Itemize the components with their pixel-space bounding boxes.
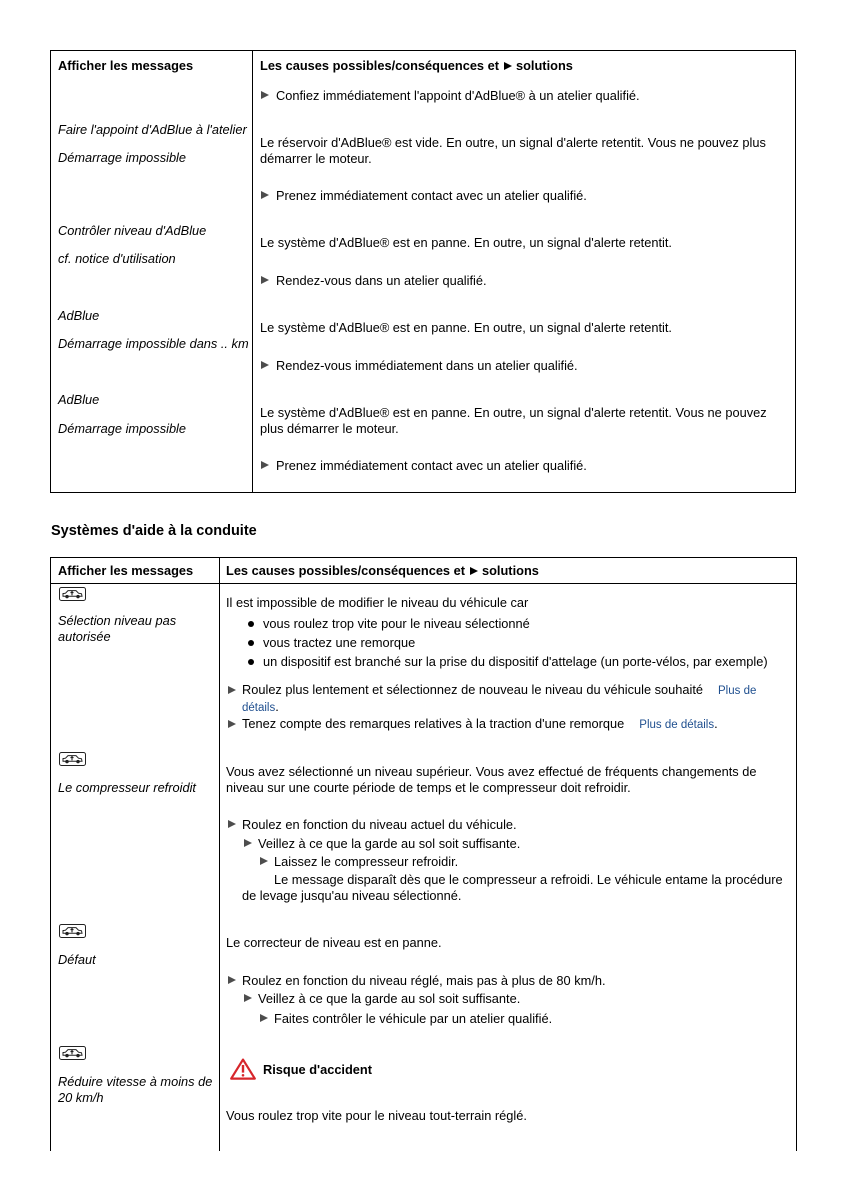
- header-causes-text: Les causes possibles/conséquences et: [260, 58, 499, 73]
- cause-bullet: vous roulez trop vite pour le niveau sélectionné: [263, 616, 530, 631]
- message-action: Prenez immédiatement contact avec un atelier qualifié.: [276, 458, 587, 473]
- arrow-icon: [228, 976, 236, 984]
- table2-header-causes: [226, 563, 539, 579]
- header-solutions-text: solutions: [482, 563, 539, 578]
- message-subtitle: cf. notice d'utilisation: [58, 251, 176, 266]
- cause-bullet: un dispositif est branché sur la prise du dispositif d'attelage (un porte-vélos, par exemple): [263, 654, 768, 669]
- message-action: Rendez-vous dans un atelier qualifié.: [276, 273, 487, 288]
- arrow-icon: [228, 686, 236, 694]
- message-step: Laissez le compresseur refroidir.: [274, 854, 459, 869]
- message-action: Rendez-vous immédiatement dans un atelier qualifié.: [276, 358, 578, 373]
- cause-bullet: vous tractez une remorque: [263, 635, 416, 650]
- message-title: Contrôler niveau d'AdBlue: [58, 223, 207, 238]
- table2-column-divider: [219, 557, 220, 1151]
- level-control-car-icon: [59, 587, 86, 601]
- message-step: Faites contrôler le véhicule par un atelier qualifié.: [274, 1011, 553, 1026]
- message-cause: Le réservoir d'AdBlue® est vide. En outre, un signal d'alerte retentit. Vous ne pouvez plus démarrer le moteur.: [260, 135, 766, 166]
- message-cause: Le système d'AdBlue® est en panne. En outre, un signal d'alerte retentit.: [260, 235, 672, 250]
- message-title: Réduire vitesse à moins de 20 km/h: [58, 1074, 213, 1105]
- level-control-car-icon: [59, 1046, 86, 1060]
- message-title: Le compresseur refroidit: [58, 780, 196, 795]
- header-causes-text: Les causes possibles/conséquences et: [226, 563, 465, 578]
- message-title: AdBlue: [58, 392, 100, 407]
- bullet-icon: [248, 659, 254, 665]
- arrow-icon: [228, 820, 236, 828]
- continued-action: Confiez immédiatement l'appoint d'AdBlue® à un atelier qualifié.: [276, 88, 640, 103]
- arrow-icon: [260, 857, 268, 865]
- arrow-icon: [261, 191, 269, 199]
- message-title: Faire l'appoint d'AdBlue à l'atelier: [58, 122, 247, 137]
- action-suffix: .: [275, 699, 279, 714]
- table1-header-causes: [260, 58, 573, 74]
- table1-column-divider: [252, 50, 253, 493]
- arrow-icon: [244, 994, 252, 1002]
- action-suffix: .: [714, 716, 718, 731]
- arrow-icon: [504, 62, 512, 70]
- message-note: Le message disparaît dès que le compresseur a refroidi. Le véhicule entame la procédure de levage jusqu'au niveau sélectionné.: [242, 872, 783, 903]
- message-step: Veillez à ce que la garde au sol soit suffisante.: [258, 836, 521, 851]
- arrow-icon: [261, 91, 269, 99]
- message-cause: Le système d'AdBlue® est en panne. En outre, un signal d'alerte retentit.: [260, 320, 672, 335]
- more-details-link[interactable]: Plus de détails: [242, 685, 757, 714]
- level-control-car-icon: [59, 924, 86, 938]
- message-title: AdBlue: [58, 308, 100, 323]
- message-title: Sélection niveau pas autorisée: [58, 613, 177, 644]
- warning-triangle-icon: [230, 1058, 256, 1080]
- message-subtitle: Démarrage impossible dans .. km: [58, 336, 249, 351]
- table2-header-messages: Afficher les messages: [58, 563, 194, 578]
- bullet-icon: [248, 640, 254, 646]
- message-step: Veillez à ce que la garde au sol soit suffisante.: [258, 991, 521, 1006]
- message-action: [242, 682, 772, 716]
- message-action: Prenez immédiatement contact avec un atelier qualifié.: [276, 188, 587, 203]
- table2-header-separator: [50, 583, 797, 584]
- message-step: Roulez en fonction du niveau réglé, mais pas à plus de 80 km/h.: [242, 973, 606, 988]
- arrow-icon: [470, 567, 478, 575]
- message-step: Roulez en fonction du niveau actuel du véhicule.: [242, 817, 517, 832]
- table1-header-messages: Afficher les messages: [58, 58, 194, 73]
- message-cause-intro: Il est impossible de modifier le niveau du véhicule car: [226, 595, 529, 610]
- level-control-car-icon: [59, 752, 86, 766]
- arrow-icon: [244, 839, 252, 847]
- action-text: Roulez plus lentement et sélectionnez de nouveau le niveau du véhicule souhaité: [242, 682, 704, 697]
- arrow-icon: [228, 720, 236, 728]
- message-cause: Le système d'AdBlue® est en panne. En outre, un signal d'alerte retentit. Vous ne pouvez plus démarrer le moteur.: [260, 405, 767, 436]
- arrow-icon: [260, 1014, 268, 1022]
- message-cause: Vous avez sélectionné un niveau supérieur. Vous avez effectué de fréquents changements de niveau sur une courte période de temps et le compresseur doit refroidir.: [226, 764, 757, 795]
- arrow-icon: [261, 461, 269, 469]
- arrow-icon: [261, 361, 269, 369]
- message-title: Défaut: [58, 952, 96, 967]
- bullet-icon: [248, 621, 254, 627]
- arrow-icon: [261, 276, 269, 284]
- action-text: Tenez compte des remarques relatives à la traction d'une remorque: [242, 716, 625, 731]
- header-solutions-text: solutions: [516, 58, 573, 73]
- warning-label: Risque d'accident: [263, 1062, 372, 1077]
- message-cause: Le correcteur de niveau est en panne.: [226, 935, 442, 950]
- message-cause: Vous roulez trop vite pour le niveau tout-terrain réglé.: [226, 1108, 527, 1123]
- message-action: [242, 716, 772, 733]
- more-details-link[interactable]: Plus de détails: [639, 719, 715, 731]
- message-subtitle: Démarrage impossible: [58, 421, 187, 436]
- section-title: Systèmes d'aide à la conduite: [51, 523, 257, 539]
- message-subtitle: Démarrage impossible: [58, 150, 187, 165]
